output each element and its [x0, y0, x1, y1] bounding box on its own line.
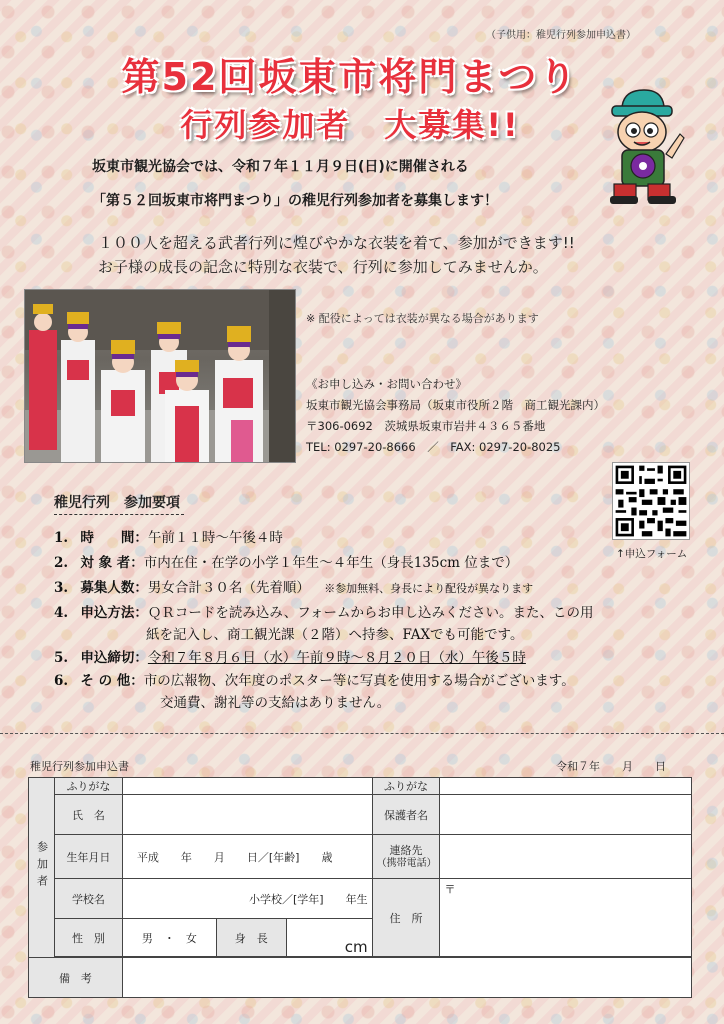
- requirement-row-2: 2. 対 象 者：市内在住・在学の小学１年生～４年生（身長135cm 位まで）: [54, 555, 519, 571]
- req-text: 市内在住・在学の小学１年生～４年生（身長135cm 位まで）: [143, 555, 519, 571]
- height-input[interactable]: cm: [286, 919, 372, 957]
- contact-label: 連絡先 （携帯電話）: [372, 835, 440, 879]
- form-date: 令和７年 月 日: [556, 760, 666, 773]
- gender-input[interactable]: 男 ・ 女: [122, 919, 216, 957]
- lead-line-2: お子様の成長の記念に特別な衣装で、行列に参加してみませんか。: [98, 258, 548, 276]
- guardian-name-input[interactable]: [440, 795, 692, 835]
- req-text: ＱＲコードを読み込み、フォームからお申し込みください。また、この用: [147, 605, 594, 621]
- intro-line-2: 「第５２回坂東市将門まつり」の稚児行列参加者を募集します！: [92, 193, 498, 209]
- furigana-input[interactable]: [122, 778, 372, 795]
- contact-block: [306, 374, 605, 458]
- requirement-row-6-cont: 交通費、謝礼等の支給はありません。: [160, 695, 391, 711]
- requirement-row-6: 6. そ の 他：市の広報物、次年度のポスター等に写真を使用する場合がございます。: [54, 673, 575, 689]
- remarks-label: 備 考: [29, 958, 123, 998]
- requirement-row-3: 3. 募集人数：男女合計３０名（先着順） ※参加無料、身長により配役が異なります: [54, 580, 534, 596]
- procession-photo: [24, 289, 296, 463]
- req-number: 4.: [54, 605, 69, 621]
- costume-note: ※ 配役によっては衣装が異なる場合があります: [306, 312, 539, 325]
- remarks-input[interactable]: [122, 958, 691, 998]
- req-label: 対 象 者: [80, 555, 131, 571]
- req-text: 令和７年８月６日（水）午前９時～８月２０日（水）午後５時: [147, 650, 526, 666]
- application-form: [28, 777, 692, 998]
- contact-phone: TEL: 0297-20-8666 ／ FAX: 0297-20-8025: [306, 440, 561, 454]
- section-title: 稚児行列 参加要項: [54, 492, 184, 515]
- height-label: 身 長: [216, 919, 286, 957]
- address-input[interactable]: 〒: [440, 879, 692, 957]
- gender-label: 性 別: [54, 919, 122, 957]
- req-label: そ の 他: [80, 673, 131, 689]
- qr-code-icon[interactable]: [612, 462, 690, 540]
- guardian-furigana-input[interactable]: [440, 778, 692, 795]
- form-title: 稚児行列参加申込書: [30, 760, 129, 773]
- guardian-furigana-label: ふりがな: [372, 778, 440, 795]
- req-number: 3.: [54, 580, 69, 596]
- qr-label: ↑申込フォーム: [616, 548, 688, 560]
- contact-office: 坂東市観光協会事務局（坂東市役所２階 商工観光課内）: [306, 398, 605, 412]
- birth-label: 生年月日: [54, 835, 122, 879]
- req-label: 申込締切: [80, 650, 135, 666]
- address-label: 住 所: [372, 879, 440, 957]
- intro-line-1: 坂東市観光協会では、令和７年１１月９日(日)に開催される: [92, 159, 469, 175]
- cut-line: [0, 733, 724, 734]
- req-label: 申込方法: [80, 605, 135, 621]
- req-number: 5.: [54, 650, 69, 666]
- requirement-row-1: 1. 時 間：午前１１時～午後４時: [54, 530, 283, 546]
- title-line-1: 第52回坂東市将門まつり: [121, 55, 579, 99]
- contact-address: 〒306-0692 茨城県坂東市岩井４３６５番地: [306, 419, 546, 433]
- title-line-2: 行列参加者 大募集!!: [180, 106, 520, 144]
- contact-input[interactable]: [440, 835, 692, 879]
- birth-input[interactable]: 平成 年 月 日／[年齢] 歳: [122, 835, 372, 879]
- req-text: 午前１１時～午後４時: [147, 530, 283, 546]
- header-note: （子供用：稚児行列参加申込書）: [486, 30, 636, 41]
- requirement-row-4: 4. 申込方法：ＱＲコードを読み込み、フォームからお申し込みください。また、この用: [54, 605, 594, 621]
- school-input[interactable]: 小学校／[学年] 年生: [122, 879, 372, 919]
- name-input[interactable]: [122, 795, 372, 835]
- req-note: ※参加無料、身長により配役が異なります: [324, 582, 534, 595]
- req-number: 2.: [54, 555, 69, 571]
- req-number: 6.: [54, 673, 69, 689]
- school-label: 学校名: [54, 879, 122, 919]
- lead-line-1: １００人を超える武者行列に煌びやかな衣装を着て、参加ができます!!: [98, 234, 575, 252]
- samurai-mascot-icon: [600, 84, 690, 210]
- guardian-name-label: 保護者名: [372, 795, 440, 835]
- contact-heading: 《お申し込み・お問い合わせ》: [306, 377, 467, 391]
- requirement-row-5: 5. 申込締切：令和７年８月６日（水）午前９時～８月２０日（水）午後５時: [54, 650, 526, 666]
- req-text: 市の広報物、次年度のポスター等に写真を使用する場合がございます。: [143, 673, 575, 689]
- req-text: 男女合計３０名（先着順）: [147, 580, 310, 596]
- requirement-row-4-cont: 紙を記入し、商工観光課（２階）へ持参、FAXでも可能です。: [146, 627, 524, 643]
- name-label: 氏 名: [54, 795, 122, 835]
- req-number: 1.: [54, 530, 69, 546]
- participant-side-label: 参加者: [29, 778, 55, 958]
- children-procession-image: [25, 290, 296, 463]
- furigana-label: ふりがな: [54, 778, 122, 795]
- req-label: 募集人数: [80, 580, 135, 596]
- req-label: 時 間: [80, 530, 135, 546]
